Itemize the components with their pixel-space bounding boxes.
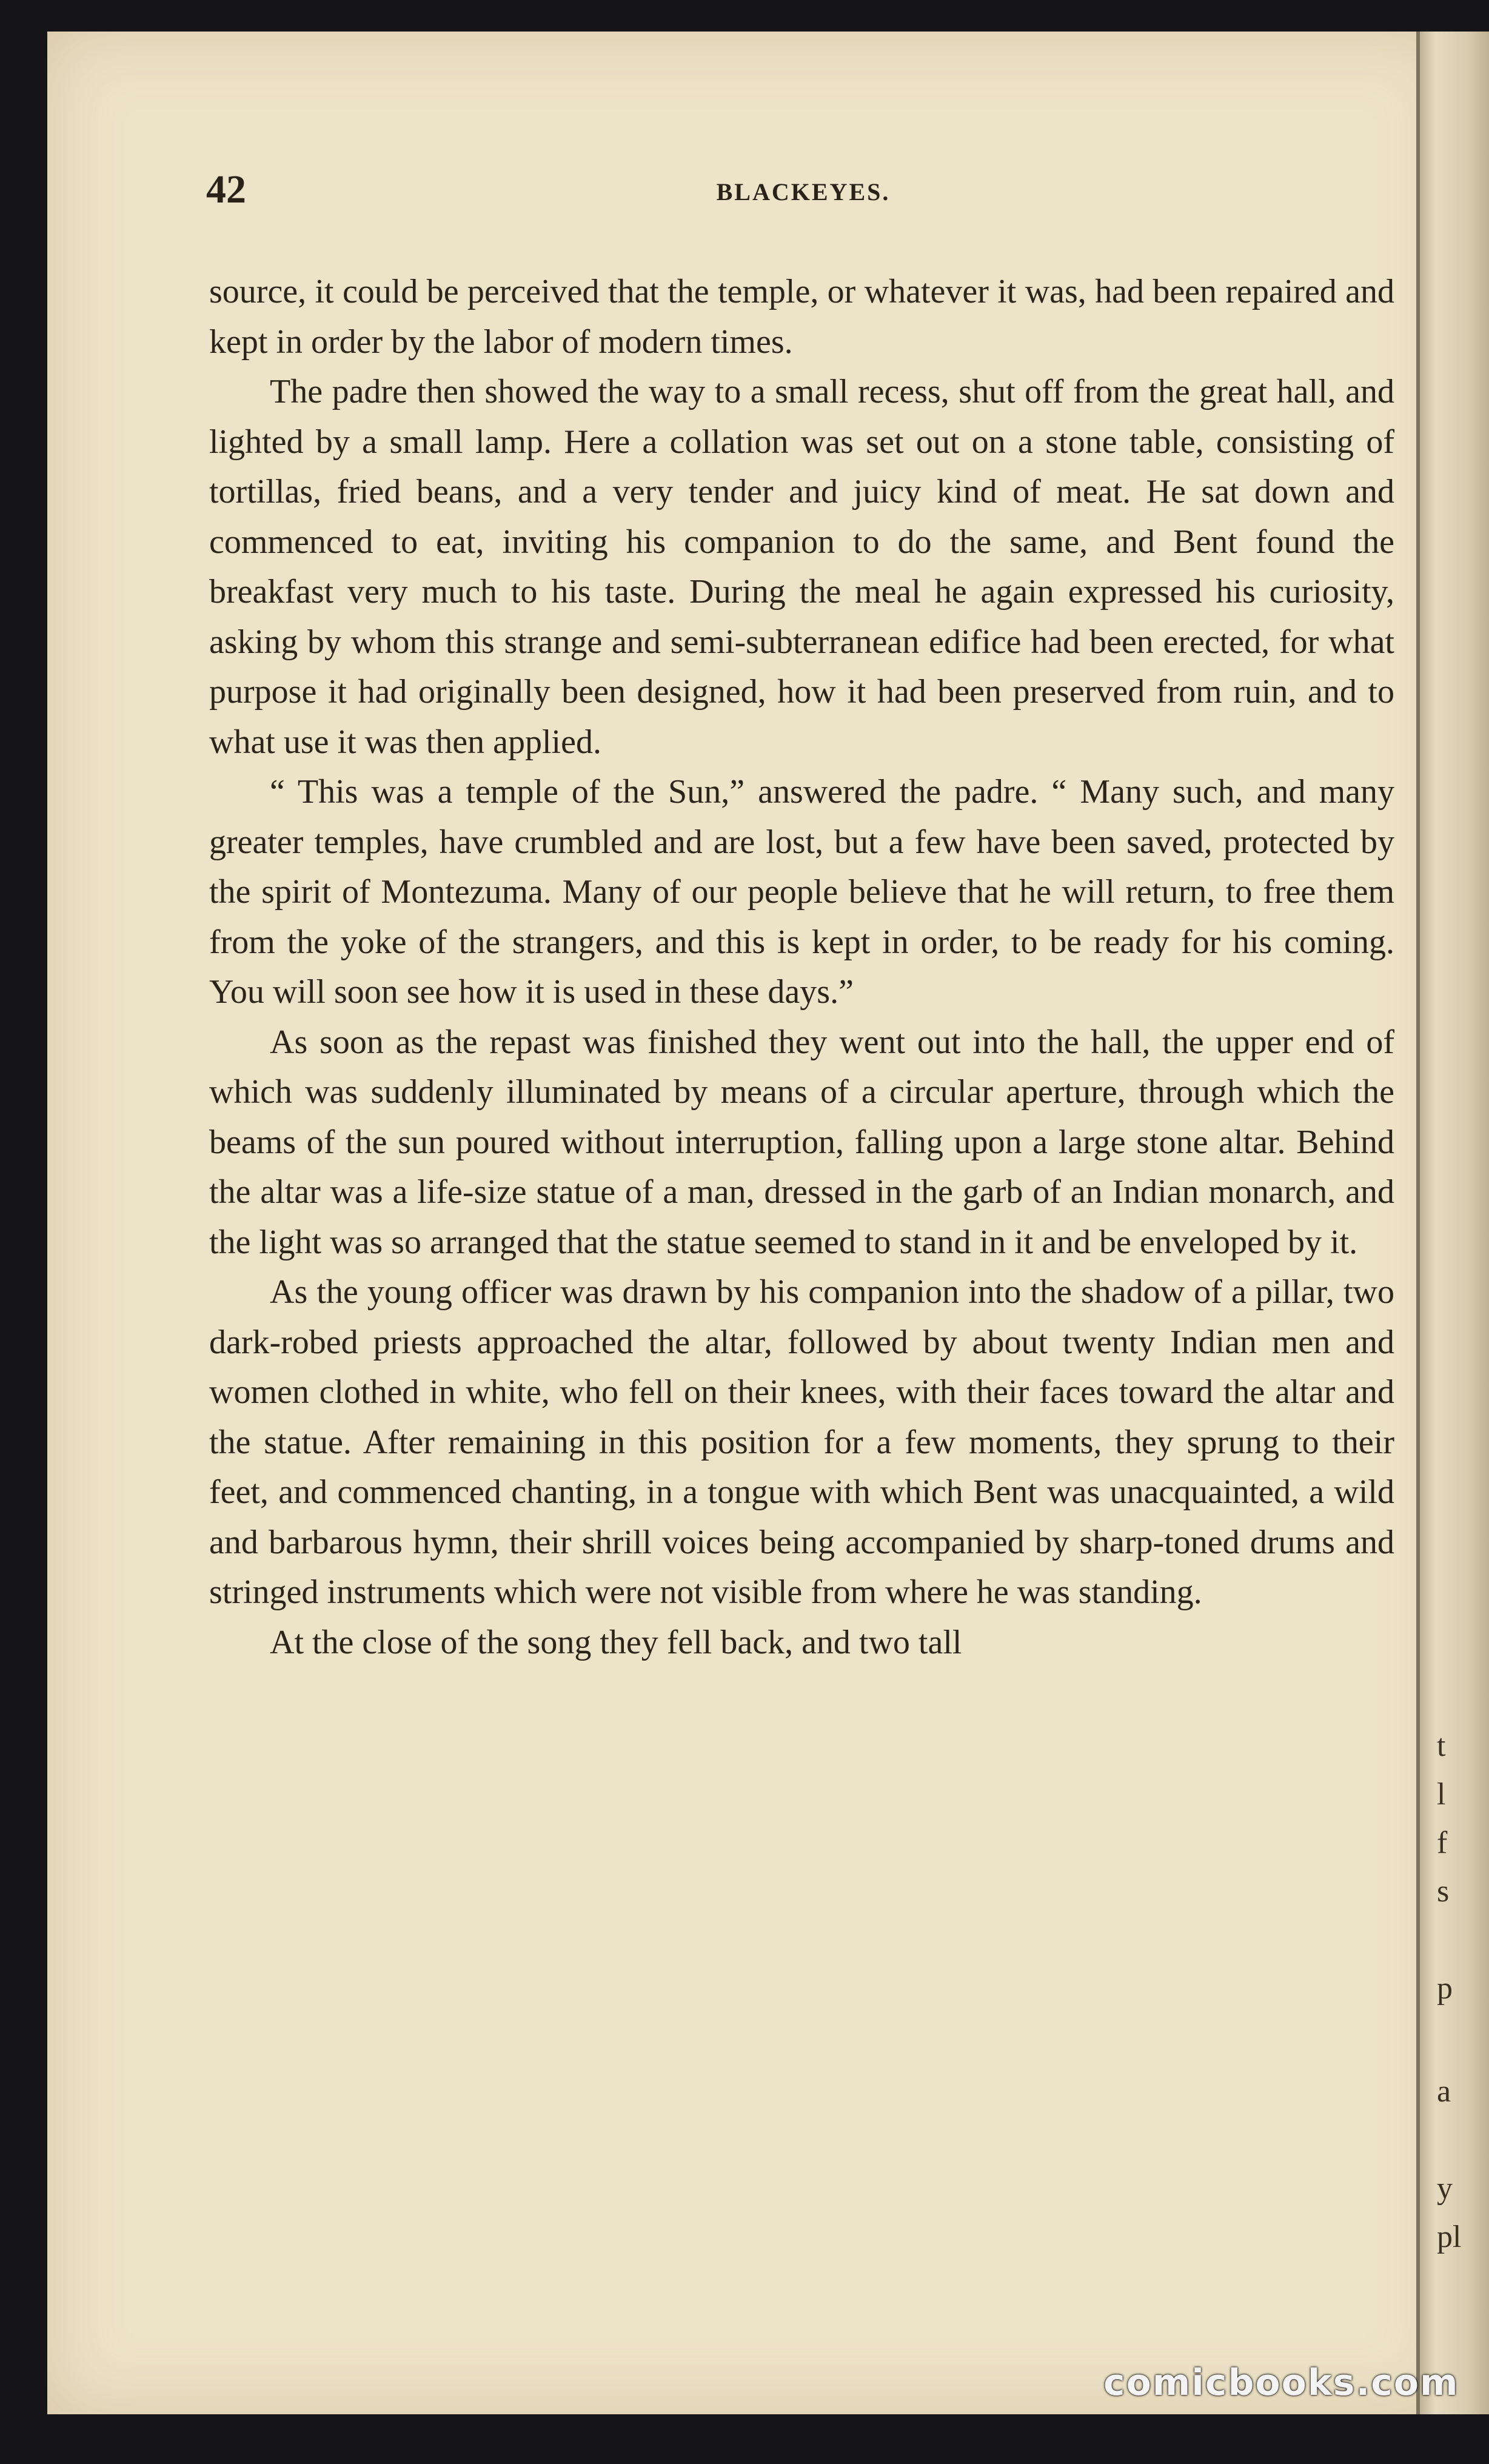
facing-page-fragment: l (1437, 1777, 1446, 1812)
facing-page-fragment: a (1437, 2074, 1451, 2109)
paragraph: As the young officer was drawn by his companion into the shadow of a pillar, two dark-robed priests approached the altar, followed by about twenty Indian men and women clothed in white, who fell on their knees, with their faces toward the altar and the statue. After remaining in this position for a few moments, they sprung to their feet, and commenced chanting, in a tongue with which Bent was unacquainted, a wild and barbarous hymn, their shrill voices being accompanied by sharp-toned drums and stringed instruments which were not visible from where he was standing. (209, 1273, 1394, 1611)
facing-page-fragment: y (1437, 2171, 1453, 2206)
body-text (209, 267, 1394, 1667)
page-edge-line (1416, 32, 1420, 2414)
paragraph: The padre then showed the way to a small recess, shut off from the great hall, and lighted by a small lamp. Here a collation was set out on a stone table, consisting of tortillas, fried beans, and a very tender and juicy kind of meat. He sat down and commenced to eat, inviting his companion to do the same, and Bent found the breakfast very much to his taste. During the meal he again expressed his curiosity, asking by whom this strange and semi-subterranean edifice had been erected, for what purpose it had originally been designed, how it had been preserved from ruin, and to what use it was then applied. (209, 373, 1394, 761)
facing-page-fragment: p (1437, 1971, 1453, 2006)
facing-page-fragment: f (1437, 1826, 1448, 1860)
running-head-title: BLACKEYES. (716, 178, 891, 206)
paragraph: source, it could be perceived that the temple, or whatever it was, had been repaired and kept in order by the labor of modern times. (209, 273, 1394, 361)
page-header (206, 167, 1400, 221)
watermark-text: comicbooks.com (1103, 2362, 1459, 2404)
facing-page-fragment: pl (1437, 2220, 1462, 2254)
page-number: 42 (206, 167, 246, 212)
paragraph: At the close of the song they fell back, and two tall (270, 1623, 962, 1661)
book-spine-gutter (1417, 32, 1489, 2414)
paragraph: As soon as the repast was finished they went out into the hall, the upper end of which was suddenly illuminated by means of a circular aperture, through which the beams of the sun poured without interruption, falling upon a large stone altar. Behind the altar was a life-size statue of a man, dressed in the garb of an Indian monarch, and the light was so arranged that the statue seemed to stand in it and be enveloped by it. (209, 1023, 1394, 1261)
paragraph: “ This was a temple of the Sun,” answered the padre. “ Many such, and many greater temples, have crumbled and are lost, but a few have been saved, protected by the spirit of Montezuma. Many of our people believe that he will return, to free them from the yoke of the strangers, and this is kept in order, to be ready for his coming. You will soon see how it is used in these days.” (209, 773, 1394, 1011)
facing-page-fragment: s (1437, 1874, 1450, 1909)
facing-page-fragment: t (1437, 1729, 1446, 1763)
